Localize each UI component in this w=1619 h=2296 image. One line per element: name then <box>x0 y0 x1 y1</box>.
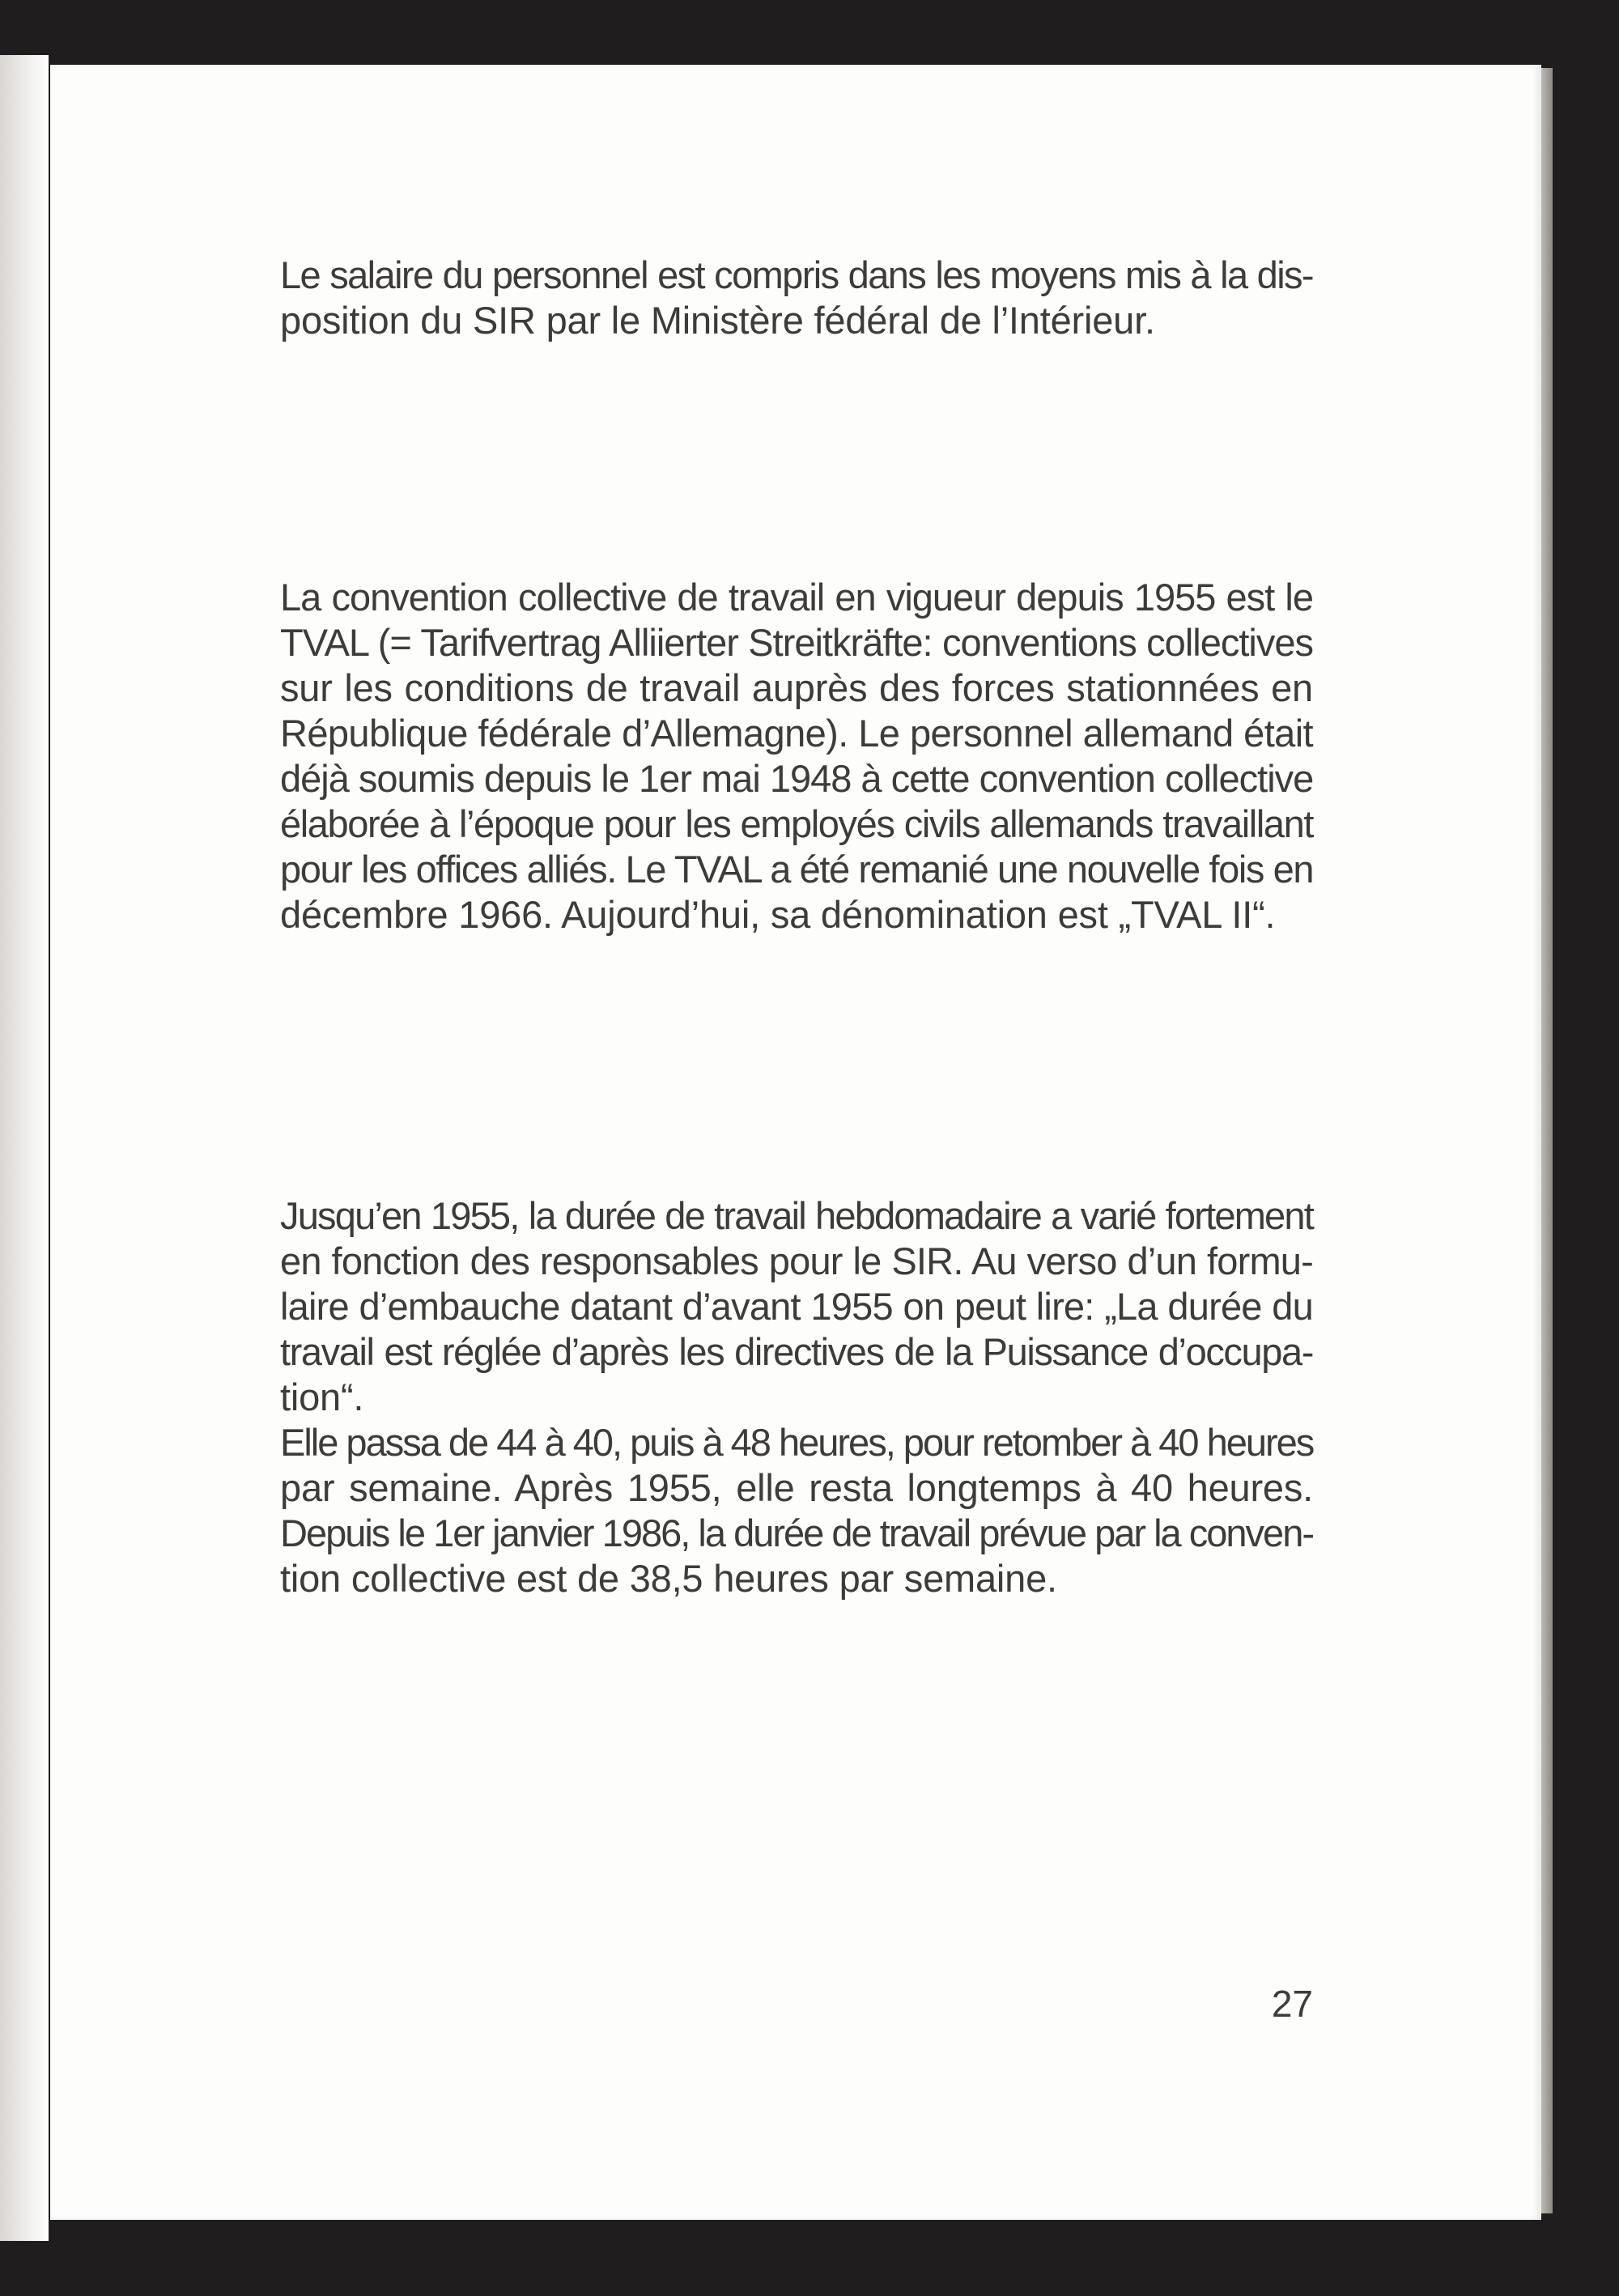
text-line: décembre 1966. Aujourd’hui, sa dénomination est „TVAL II“. <box>280 893 1276 936</box>
text-line: pour les offices alliés. Le TVAL a été remanié une nouvelle fois en <box>280 848 1314 891</box>
text-line: Depuis le 1er janvier 1986, la durée de travail prévue par la conven- <box>280 1512 1313 1554</box>
text-line: laire d’embauche datant d’avant 1955 on peut lire: „La durée du <box>280 1285 1313 1328</box>
text-line: TVAL (= Tarifvertrag Alliierter Streitkräfte: conventions collectives <box>280 621 1313 664</box>
text-line: position du SIR par le Ministère fédéral de l’Intérieur. <box>280 299 1155 342</box>
text-line: Le salaire du personnel est compris dans les moyens mis à la dis- <box>280 253 1313 296</box>
text-line: travail est réglée d’après les directives de la Puissance d’occupa- <box>280 1330 1313 1373</box>
paragraph-working-hours <box>280 1193 1313 1601</box>
paragraph-salary <box>280 253 1313 343</box>
text-line: sur les conditions de travail auprès des forces stationnées en <box>280 666 1313 709</box>
text-line: La convention collective de travail en vigueur depuis 1955 est le <box>280 576 1313 619</box>
adjacent-page-edge <box>0 55 49 2241</box>
text-line: déjà soumis depuis le 1er mai 1948 à cette convention collective <box>280 757 1314 800</box>
text-line: tion“. <box>280 1375 364 1418</box>
document-page <box>50 65 1541 2220</box>
text-line: Jusqu’en 1955, la durée de travail hebdomadaire a varié fortement <box>280 1194 1313 1237</box>
text-line: Elle passa de 44 à 40, puis à 48 heures, pour retomber à 40 heures <box>280 1421 1314 1464</box>
paragraph-collective-agreement <box>280 575 1313 938</box>
text-line: République fédérale d’Allemagne). Le personnel allemand était <box>280 712 1313 755</box>
page-number: 27 <box>1271 1983 1313 2025</box>
text-line: tion collective est de 38,5 heures par semaine. <box>280 1557 1057 1600</box>
page-edge-shadow <box>1541 68 1553 2213</box>
text-line: en fonction des responsables pour le SIR. Au verso d’un formu- <box>280 1239 1313 1282</box>
text-line: élaborée à l’époque pour les employés civils allemands travaillant <box>280 802 1313 845</box>
text-line: par semaine. Après 1955, elle resta longtemps à 40 heures. <box>280 1466 1313 1509</box>
